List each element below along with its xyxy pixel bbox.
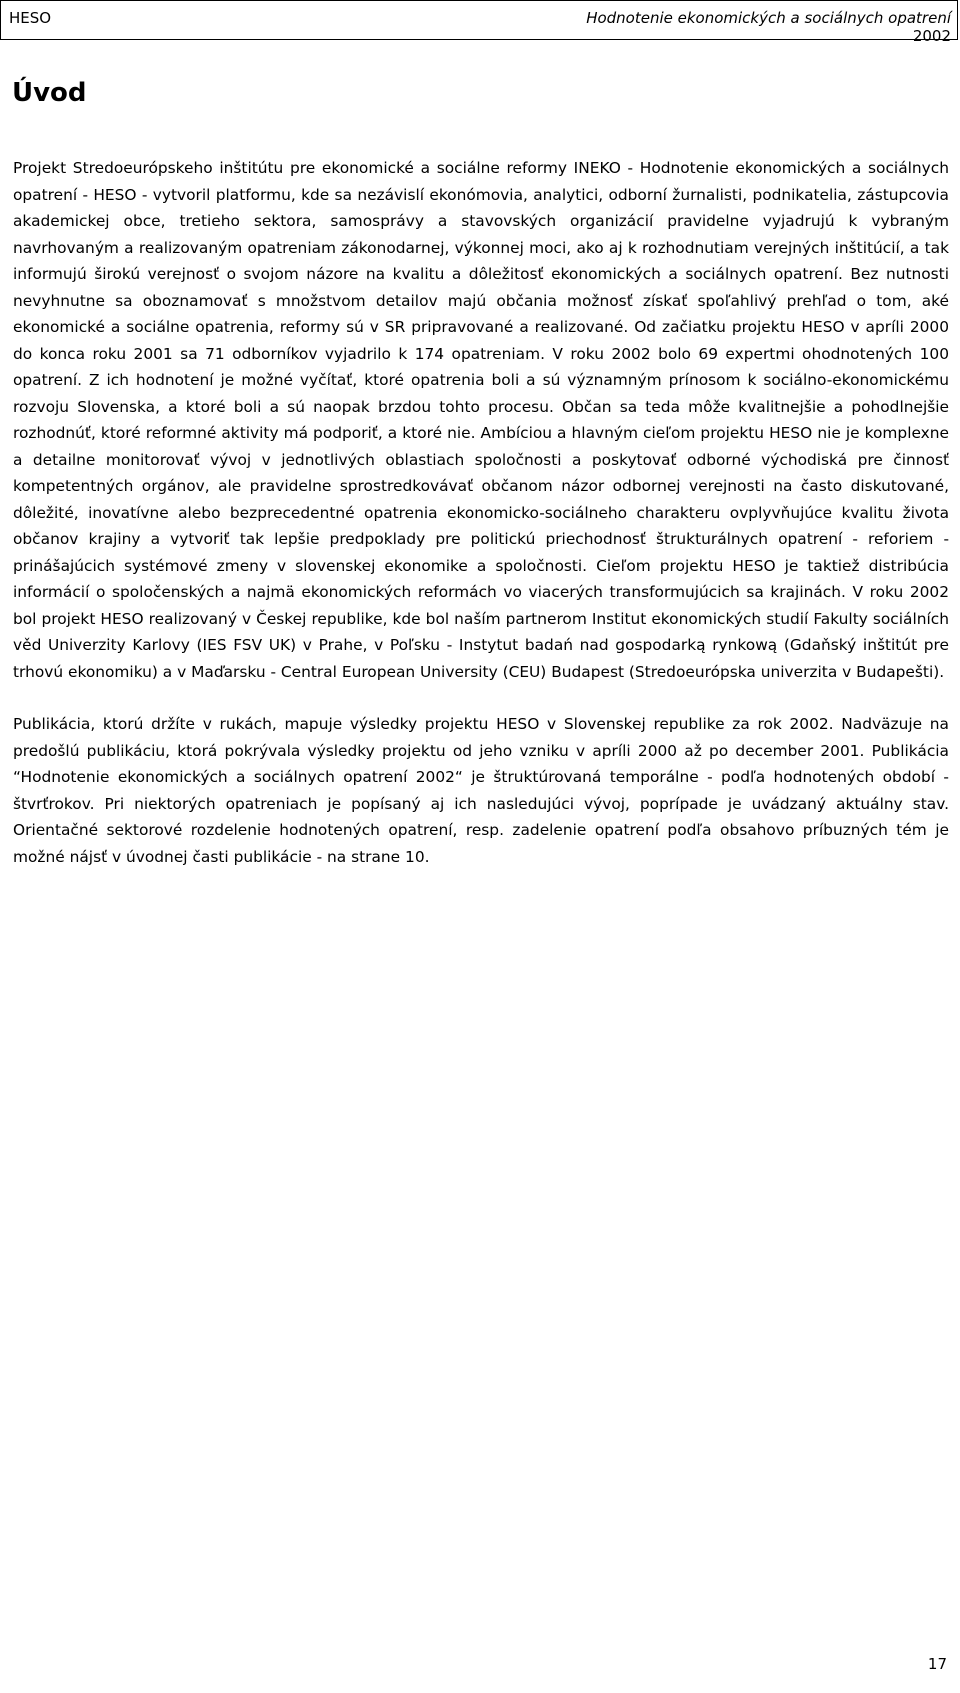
header-publication-title: Hodnotenie ekonomických a sociálnych opatrení [586,9,951,27]
header-left-label: HESO [9,9,52,27]
document-body [13,155,949,870]
header-right-block [586,9,951,45]
page-title: Úvod [12,78,87,108]
page-header [0,0,958,45]
paragraph-1: Projekt Stredoeurópskeho inštitútu pre ekonomické a sociálne reformy INEKO - Hodnotenie ekonomických a sociálnych opatrení - HESO - vytvoril platformu, kde sa nezávislí ekonómovia, analytici, odborní žurnalisti, podnikatelia, zástupcovia akademickej obce, tretieho sektora, samosprávy a stavovských organizácií pravidelne vyjadrujú k vybraným navrhovaným a realizovaným opatreniam zákonodarnej, výkonnej moci, ako aj k rozhodnutiam verejných inštitúcií, a tak informujú širokú verejnosť o svojom názore na kvalitu a dôležitosť ekonomických a sociálnych opatrení. Bez nutnosti nevyhnutne sa oboznamovať s množstvom detailov majú občania možnosť získať spoľahlivý prehľad o tom, aké ekonomické a sociálne opatrenia, reformy sú v SR pripravované a realizované. Od začiatku projektu HESO v apríli 2000 do konca roku 2001 sa 71 odborníkov vyjadrilo k 174 opatreniam. V roku 2002 bolo 69 expertmi ohodnotených 100 opatrení. Z ich hodnotení je možné vyčítať, ktoré opatrenia boli a sú významným prínosom k sociálno-ekonomickému rozvoju Slovenska, a ktoré boli a sú naopak brzdou tohto procesu. Občan sa teda môže kvalitnejšie a pohodlnejšie rozhodnúť, ktoré reformné aktivity má podporiť, a ktoré nie. Ambíciou a hlavným cieľom projektu HESO nie je komplexne a detailne monitorovať vývoj v jednotlivých oblastiach spoločnosti a poskytovať odborné východiská pre činnosť kompetentných orgánov, ale pravidelne sprostredkovávať občanom názor odbornej verejnosti na často diskutované, dôležité, inovatívne alebo bezprecedentné opatrenia ekonomicko-sociálneho charakteru ovplyvňujúce kvalitu života občanov krajiny a vytvoriť tak lepšie predpoklady pre politickú priechodnosť štrukturálnych opatrení - reforiem - prinášajúcich systémové zmeny v slovenskej ekonomike a spoločnosti. Cieľom projektu HESO je taktiež distribúcia informácií o spoločenských a najmä ekonomických reformách vo viacerých transformujúcich sa krajinách. V roku 2002 bol projekt HESO realizovaný v Českej republike, kde bol naším partnerom Institut ekonomických studií Fakulty sociálních věd Univerzity Karlovy (IES FSV UK) v Prahe, v Poľsku - Instytut badań nad gospodarką rynkową (Gdaňský inštitút pre trhovú ekonomiku) a v Maďarsku - Central European University (CEU) Budapest (Stredoeurópska univerzita v Budapešti). [13,159,949,681]
page-number: 17 [927,1655,947,1673]
paragraph-2: Publikácia, ktorú držíte v rukách, mapuje výsledky projektu HESO v Slovenskej republike za rok 2002. Nadväzuje na predošlú publikáciu, ktorá pokrývala výsledky projektu od jeho vzniku v apríli 2000 až po december 2001. Publikácia “Hodnotenie ekonomických a sociálnych opatrení 2002“ je štruktúrovaná temporálne - podľa hodnotených období - štvrťrokov. Pri niektorých opatreniach je popísaný aj ich nasledujúci vývoj, poprípade je uvádzaný aktuálny stav. Orientačné sektorové rozdelenie hodnotených opatrení, resp. zadelenie opatrení podľa obsahovo príbuzných tém je možné nájsť v úvodnej časti publikácie - na strane 10. [13,715,949,866]
header-year: 2002 [912,27,951,45]
